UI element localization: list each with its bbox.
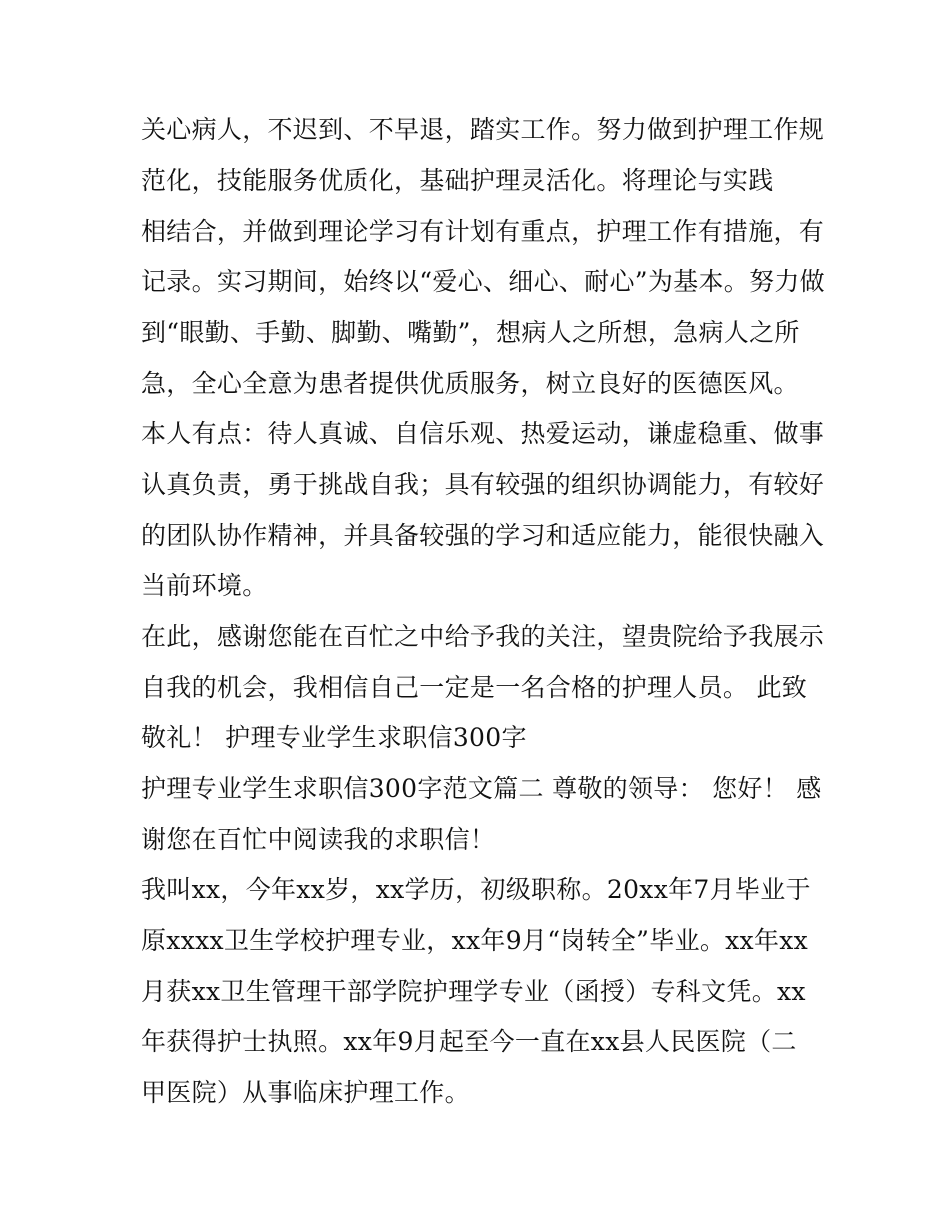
text-line: 谢您在百忙中阅读我的求职信！ [141, 825, 496, 854]
text-line: 到“眼勤、手勤、脚勤、嘴勤”，想病人之所想，急病人之所 [141, 318, 800, 347]
text-line: 认真负责，勇于挑战自我；具有较强的组织协调能力，有较好 [141, 470, 825, 499]
text-line: 记录。实习期间，始终以“爱心、细心、耐心”为基本。努力做 [141, 267, 825, 296]
text-line: 月获xx卫生管理干部学院护理学专业（函授）专科文凭。xx [141, 977, 806, 1006]
text-line: 范化，技能服务优质化，基础护理灵活化。将理论与实践 [141, 166, 774, 195]
text-line: 急，全心全意为患者提供优质服务，树立良好的医德医风。 [141, 369, 799, 398]
text-line: 原xxxx卫生学校护理专业，xx年9月“岗转全”毕业。xx年xx [141, 926, 809, 955]
text-line: 我叫xx，今年xx岁，xx学历，初级职称。20xx年7月毕业于 [141, 875, 811, 904]
text-line: 关心病人，不迟到、不早退，踏实工作。努力做到护理工作规 [141, 115, 825, 144]
text-line: 当前环境。 [141, 571, 268, 600]
text-line: 敬礼！ 护理专业学生求职信300字 [141, 723, 527, 752]
text-line: 在此，感谢您能在百忙之中给予我的关注，望贵院给予我展示 [141, 622, 825, 651]
text-line: 本人有点：待人真诚、自信乐观、热爱运动，谦虚稳重、做事 [141, 419, 825, 448]
text-line: 自我的机会，我相信自己一定是一名合格的护理人员。 此致 [141, 673, 808, 702]
text-line: 甲医院）从事临床护理工作。 [141, 1078, 470, 1107]
text-line: 护理专业学生求职信300字范文篇二 尊敬的领导： 您好！ 感 [141, 774, 822, 803]
text-line: 的团队协作精神，并具备较强的学习和适应能力，能很快融入 [141, 521, 825, 550]
text-line: 相结合，并做到理论学习有计划有重点，护理工作有措施，有 [141, 217, 825, 246]
text-line: 年获得护士执照。xx年9月起至今一直在xx县人民医院（二 [141, 1027, 797, 1056]
